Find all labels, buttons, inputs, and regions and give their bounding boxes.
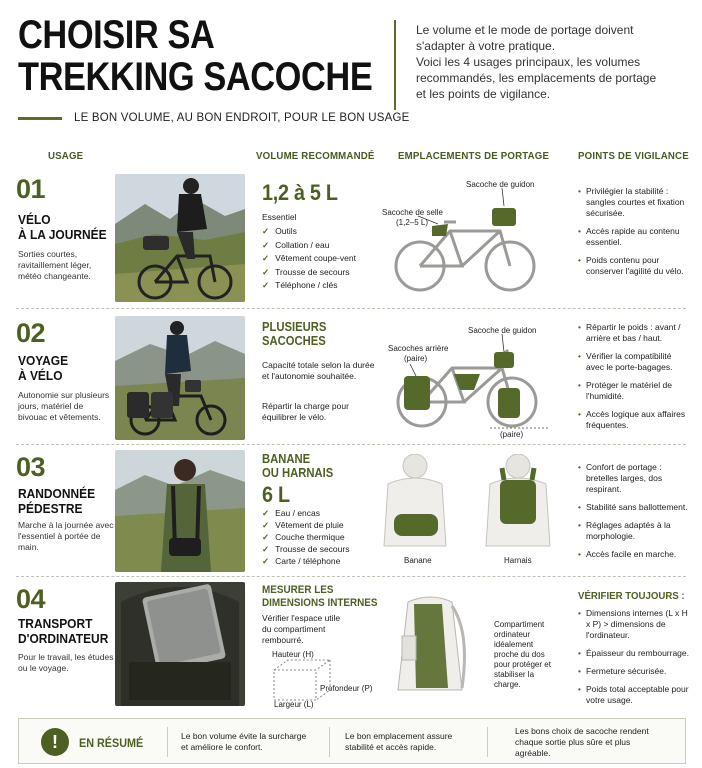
vigilance-item: • Répartir le poids : avant / arrière et bas / haut. bbox=[578, 322, 690, 344]
vigilance-item: • Stabilité sans ballottement. bbox=[578, 502, 690, 513]
label-depth: Profondeur (P) bbox=[320, 684, 373, 693]
vigilance-item: • Confort de portage : bretelles larges, dos respirant. bbox=[578, 462, 690, 495]
vigilance-item: • Poids contenu pour conserver l'agilité du vélo. bbox=[578, 255, 690, 277]
summary-box bbox=[18, 718, 686, 764]
vigilance-item: • Fermeture sécurisée. bbox=[578, 666, 690, 677]
label-harnais: Harnais bbox=[504, 556, 532, 565]
column-header-volume: VOLUME RECOMMANDÉ bbox=[256, 150, 375, 162]
vigilance-item: • Protéger le matériel de l'humidité. bbox=[578, 380, 690, 402]
photo-hiker bbox=[115, 450, 245, 572]
vigilance-list bbox=[578, 186, 690, 284]
intro-line: recommandés, les emplacements de portage bbox=[416, 71, 657, 85]
intro-line: Le volume et le mode de portage doivent bbox=[416, 23, 634, 37]
label-width: Largeur (L) bbox=[274, 700, 314, 709]
label-rear-bags bbox=[388, 344, 448, 364]
backpack-diagram bbox=[380, 592, 490, 698]
volume-heading-line: SACOCHES bbox=[262, 334, 326, 348]
summary-item: Les bons choix de sacoche rendent chaque sortie plus sûre et plus agréable. bbox=[515, 726, 649, 758]
essentials-item: ✓ Carte / téléphone bbox=[262, 555, 349, 567]
summary-divider bbox=[329, 727, 330, 757]
essentials-item: ✓ Trousse de secours bbox=[262, 543, 349, 555]
volume-heading-line: BANANE bbox=[262, 452, 311, 466]
photo-cyclist-day bbox=[115, 174, 245, 302]
usage-number: 03 bbox=[16, 452, 46, 482]
vigilance-list bbox=[578, 608, 690, 713]
column-header-vigilance: POINTS DE VIGILANCE bbox=[578, 150, 689, 162]
subtitle: LE BON VOLUME, AU BON ENDROIT, POUR LE BON USAGE bbox=[74, 112, 410, 124]
intro-line: Voici les 4 usages principaux, les volumes bbox=[416, 55, 641, 69]
title-line-2: TREKKING SACOCHE bbox=[18, 55, 373, 99]
vigilance-item: • Privilégier la stabilité : sangles courtes et fixation sécurisée. bbox=[578, 186, 690, 219]
volume-text: Répartir la charge pour équilibrer le vélo. bbox=[262, 401, 349, 422]
summary-divider bbox=[167, 727, 168, 757]
dimensions-diagram bbox=[262, 648, 382, 710]
usage-title bbox=[18, 353, 68, 383]
title-line-1: CHOISIR SA bbox=[18, 13, 215, 57]
label-pair: (paire) bbox=[500, 430, 524, 439]
volume-heading-line: PLUSIEURS bbox=[262, 320, 327, 334]
label-saddle-bag bbox=[382, 208, 443, 228]
vigilance-title: VÉRIFIER TOUJOURS : bbox=[578, 590, 685, 602]
label-line: (1,2–5 L) bbox=[396, 218, 429, 227]
label-line: Sacoches arrière bbox=[388, 344, 449, 353]
vigilance-item: • Accès facile en marche. bbox=[578, 549, 690, 560]
vigilance-item: • Épaisseur du rembourrage. bbox=[578, 648, 690, 659]
essentials-item: ✓ Trousse de secours bbox=[262, 266, 356, 280]
essentials-item: ✓ Vêtement coupe-vent bbox=[262, 252, 356, 266]
usage-title-line: VÉLO bbox=[18, 212, 51, 227]
summary-item: Le bon volume évite la surcharge et améliore le confort. bbox=[181, 731, 307, 752]
intro-divider bbox=[394, 20, 396, 110]
intro-line: et les points de vigilance. bbox=[416, 87, 551, 101]
essentials-item: ✓ Outils bbox=[262, 225, 356, 239]
usage-description: Sorties courtes, ravitaillement léger, météo changeante. bbox=[18, 249, 92, 281]
essentials-item: ✓ Eau / encas bbox=[262, 507, 349, 519]
page-title bbox=[18, 14, 372, 98]
usage-description: Pour le travail, les études ou le voyage. bbox=[18, 652, 114, 673]
label-compartment: Compartiment ordinateur idéalement proche du dos pour protéger et stabiliser la charge. bbox=[494, 620, 551, 689]
usage-title bbox=[18, 616, 108, 646]
vigilance-item: • Accès logique aux affaires fréquentes. bbox=[578, 409, 690, 431]
usage-title-line: RANDONNÉE bbox=[18, 486, 96, 501]
usage-title-line: TRANSPORT bbox=[18, 616, 93, 631]
usage-title bbox=[18, 212, 107, 242]
row-separator bbox=[16, 576, 686, 577]
intro-line: s'adapter à votre pratique. bbox=[416, 39, 556, 53]
usage-title-line: D'ORDINATEUR bbox=[18, 631, 109, 646]
volume-text: Vérifier l'espace utile du compartiment rembourré. bbox=[262, 613, 341, 645]
usage-description: Autonomie sur plusieurs jours, matériel de bivouac et vêtements. bbox=[18, 390, 110, 422]
usage-number: 01 bbox=[16, 174, 46, 204]
subtitle-accent-line bbox=[18, 117, 62, 120]
volume-heading bbox=[262, 584, 378, 610]
vigilance-item: • Accès rapide au contenu essentiel. bbox=[578, 226, 690, 248]
vigilance-item: • Poids total acceptable pour votre usage. bbox=[578, 684, 690, 706]
volume-value: 6 L bbox=[262, 482, 290, 507]
photo-cyclist-touring bbox=[115, 316, 245, 440]
vigilance-item: • Réglages adaptés à la morphologie. bbox=[578, 520, 690, 542]
bike-diagram-day bbox=[380, 176, 570, 302]
vigilance-item: • Dimensions internes (L x H x P) > dimensions de l'ordinateur. bbox=[578, 608, 690, 641]
essentials-item: ✓ Collation / eau bbox=[262, 239, 356, 253]
summary-title: EN RÉSUMÉ bbox=[79, 736, 144, 750]
volume-heading-line: DIMENSIONS INTERNES bbox=[262, 597, 378, 609]
usage-title-line: VOYAGE bbox=[18, 353, 69, 368]
volume-heading-line: OU HARNAIS bbox=[262, 466, 334, 480]
row-separator bbox=[16, 444, 686, 445]
hiker-diagram bbox=[380, 454, 570, 572]
summary-item: Le bon emplacement assure stabilité et accès rapide. bbox=[345, 731, 453, 752]
subtitle-row bbox=[18, 112, 410, 124]
label-line: (paire) bbox=[404, 354, 428, 363]
warning-icon: ! bbox=[41, 728, 69, 756]
label-banane: Banane bbox=[404, 556, 432, 565]
usage-title bbox=[18, 486, 95, 516]
usage-title-line: PÉDESTRE bbox=[18, 501, 83, 516]
essentials-item: ✓ Vêtement de pluie bbox=[262, 519, 349, 531]
usage-title-line: À LA JOURNÉE bbox=[18, 227, 107, 242]
photo-laptop-bag bbox=[115, 582, 245, 706]
label-handlebar-bag: Sacoche de guidon bbox=[466, 180, 535, 189]
label-handlebar-bag: Sacoche de guidon bbox=[468, 326, 537, 335]
volume-heading bbox=[262, 452, 333, 480]
essentials-list bbox=[262, 507, 349, 567]
volume-heading-line: MESURER LES bbox=[262, 584, 334, 596]
column-header-usage: USAGE bbox=[48, 150, 84, 162]
vigilance-list bbox=[578, 322, 690, 438]
volume-subtitle: Essentiel bbox=[262, 212, 297, 222]
intro-text bbox=[416, 22, 688, 102]
vigilance-list bbox=[578, 462, 690, 567]
label-height: Hauteur (H) bbox=[272, 650, 314, 659]
essentials-item: ✓ Téléphone / clés bbox=[262, 279, 356, 293]
row-separator bbox=[16, 308, 686, 309]
column-header-placement: EMPLACEMENTS DE PORTAGE bbox=[398, 150, 550, 162]
vigilance-item: • Vérifier la compatibilité avec le porte-bagages. bbox=[578, 351, 690, 373]
bike-diagram-touring bbox=[380, 318, 570, 442]
volume-value: 1,2 à 5 L bbox=[262, 180, 338, 205]
usage-description: Marche à la journée avec l'essentiel à portée de main. bbox=[18, 520, 114, 552]
essentials-item: ✓ Couche thermique bbox=[262, 531, 349, 543]
usage-title-line: À VÉLO bbox=[18, 368, 63, 383]
volume-text: Capacité totale selon la durée et l'autonomie souhaitée. bbox=[262, 360, 375, 381]
usage-number: 04 bbox=[16, 584, 46, 614]
usage-number: 02 bbox=[16, 318, 46, 348]
essentials-list bbox=[262, 225, 356, 293]
label-line: Sacoche de selle bbox=[382, 208, 443, 217]
summary-divider bbox=[487, 727, 488, 757]
volume-heading bbox=[262, 320, 326, 348]
